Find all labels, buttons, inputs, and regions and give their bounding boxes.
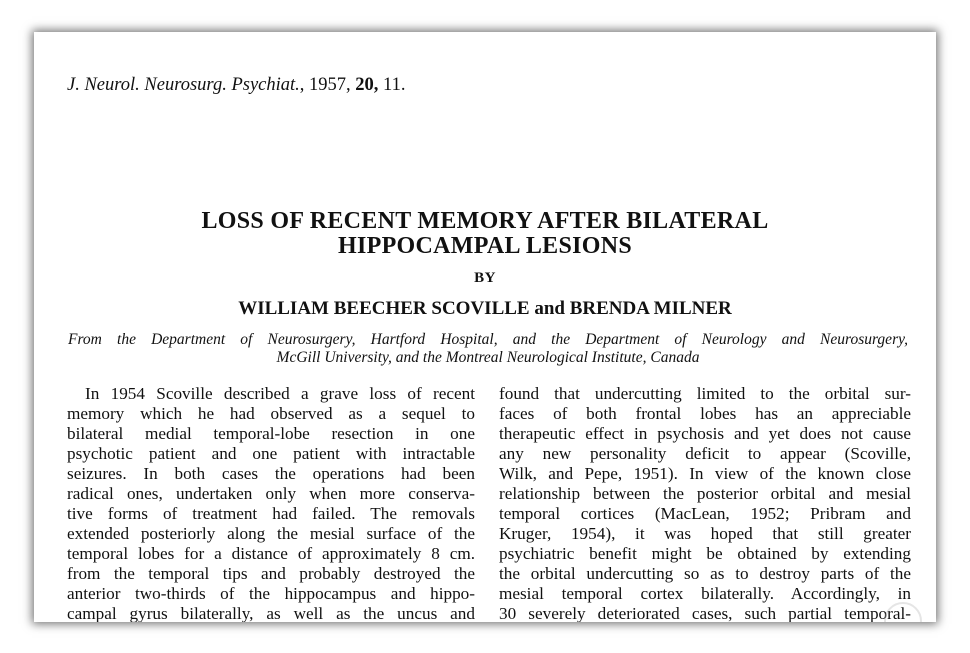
byline-by: BY (474, 270, 496, 286)
body-line: from the temporal tips and probably destroyed the (67, 564, 475, 583)
journal-comma: , (299, 75, 305, 95)
body-line: Kruger, 1954), it was hoped that still greater (499, 524, 911, 543)
body-line: psychotic patient and one patient with intractable (67, 444, 475, 463)
body-line: radical ones, undertaken only when more conserva- (67, 484, 475, 503)
article-title-line-2: HIPPOCAMPAL LESIONS (338, 233, 632, 259)
journal-page (34, 32, 936, 622)
article-title-line-1: LOSS OF RECENT MEMORY AFTER BILATERAL (201, 208, 769, 234)
body-line: extended posteriorly along the mesial surface of the (67, 524, 475, 543)
author-scoville: WILLIAM BEECHER SCOVILLE (238, 298, 530, 319)
body-column-left (67, 384, 475, 622)
authors-and: and (534, 298, 565, 319)
body-line: 30 severely deteriorated cases, such partial temporal- (499, 604, 911, 622)
body-line: memory which he had observed as a sequel to (67, 404, 475, 423)
body-line: Wilk, and Pepe, 1951). In view of the known close (499, 464, 911, 483)
body-line: faces of both frontal lobes has an appreciable (499, 404, 911, 423)
author-milner: BRENDA MILNER (569, 298, 732, 319)
journal-name: J. Neurol. Neurosurg. Psychiat. (67, 75, 300, 95)
body-column-right (499, 384, 911, 622)
affiliation-line-1: From the Department of Neurosurgery, Hartford Hospital, and the Department of Neurology and Neurosurgery, (68, 331, 908, 348)
affiliation-line-2: McGill University, and the Montreal Neurological Institute, Canada (276, 349, 700, 366)
body-line: bilateral medial temporal-lobe resection in one (67, 424, 475, 443)
body-line: relationship between the posterior orbital and mesial (499, 484, 911, 503)
body-line: temporal cortices (MacLean, 1952; Pribram and (499, 504, 911, 523)
body-line: anterior two-thirds of the hippocampus and hippo- (67, 584, 475, 603)
journal-volume: 20, (355, 75, 379, 95)
body-line: therapeutic effect in psychosis and yet does not cause (499, 424, 911, 443)
body-line: tive forms of treatment had failed. The removals (67, 504, 475, 523)
body-line: seizures. In both cases the operations had been (67, 464, 475, 483)
body-line: campal gyrus bilaterally, as well as the uncus and (67, 604, 475, 622)
body-line: found that undercutting limited to the orbital sur- (499, 384, 911, 403)
body-line: the orbital undercutting so as to destroy parts of the (499, 564, 911, 583)
journal-page-number: 11. (383, 75, 406, 95)
body-line: mesial temporal cortex bilaterally. Accordingly, in (499, 584, 911, 603)
body-line: psychiatric benefit might be obtained by extending (499, 544, 911, 563)
authors (34, 298, 936, 320)
body-line: temporal lobes for a distance of approximately 8 cm. (67, 544, 475, 563)
journal-year: 1957, (309, 75, 351, 95)
journal-citation (67, 75, 405, 96)
body-line: In 1954 Scoville described a grave loss of recent (85, 384, 475, 403)
body-line: any new personality deficit to appear (Scoville, (499, 444, 911, 463)
